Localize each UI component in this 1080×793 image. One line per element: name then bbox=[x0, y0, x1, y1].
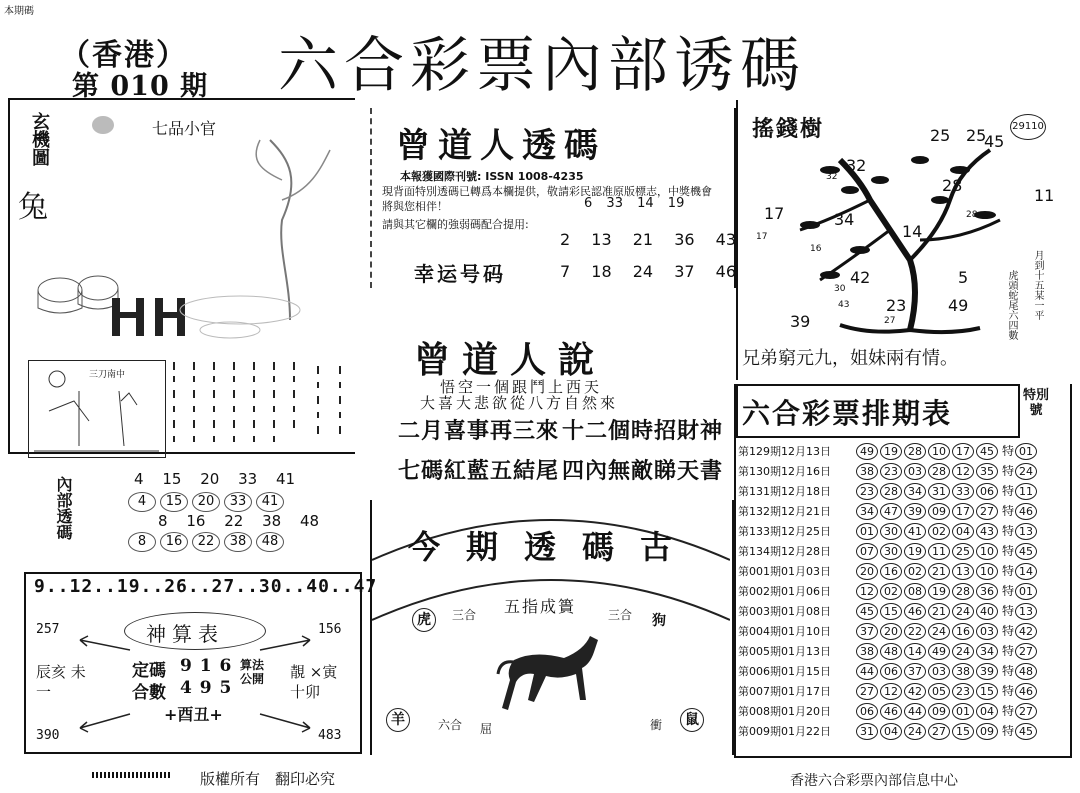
ball-number: 13 bbox=[952, 563, 974, 580]
schedule-row bbox=[738, 442, 1039, 461]
mid-top-nums-mid: 2 13 21 36 43 bbox=[560, 230, 736, 249]
special-number: 13 bbox=[1015, 603, 1037, 620]
neibu-label: 內部透碼 bbox=[54, 476, 73, 540]
say-line1: 悟空一個跟鬥上西天 bbox=[440, 378, 603, 396]
liuhe-label: 六合 bbox=[438, 718, 463, 732]
ball-number: 09 bbox=[928, 703, 950, 720]
schedule-row bbox=[738, 502, 1039, 521]
period-label: 第131期12月18日 bbox=[738, 485, 831, 498]
tree-num-1: 25 bbox=[930, 126, 951, 145]
ball-number: 23 bbox=[880, 463, 902, 480]
period-label: 第133期12月25日 bbox=[738, 525, 831, 538]
chong-label: 衝 bbox=[650, 718, 663, 732]
schedule-row bbox=[738, 582, 1039, 601]
ball-number: 46 bbox=[880, 703, 902, 720]
ball-number: 37 bbox=[904, 663, 926, 680]
horse-icon bbox=[494, 630, 614, 720]
tree-small-1: 32 bbox=[826, 172, 838, 182]
footer-right: 香港六合彩票內部信息中心 bbox=[790, 773, 958, 789]
ball-number: 42 bbox=[904, 683, 926, 700]
suanfa-label: 算法公開 bbox=[240, 658, 265, 686]
period-label: 第129期12月13日 bbox=[738, 445, 831, 458]
ball-number: 04 bbox=[880, 723, 902, 740]
left-hand-text: 辰亥 未一 bbox=[36, 663, 86, 701]
ball-number: 49 bbox=[928, 643, 950, 660]
header-title: 六合彩票內部诱碼 bbox=[278, 31, 806, 101]
period-label: 第001期01月03日 bbox=[738, 565, 831, 578]
ball-number: 35 bbox=[976, 463, 998, 480]
mini-picture bbox=[28, 360, 166, 458]
mid-top-title: 曾道人透碼 bbox=[396, 126, 606, 166]
period-label: 第007期01月17日 bbox=[738, 685, 831, 698]
say-poem-2: 十二個時招財神 bbox=[562, 418, 724, 444]
special-te-label: 特 bbox=[1002, 504, 1015, 518]
ball-number: 44 bbox=[904, 703, 926, 720]
ball-number: 38 bbox=[856, 463, 878, 480]
say-line2: 大喜大悲欲從八方自然來 bbox=[420, 394, 619, 412]
ball-number: 47 bbox=[880, 503, 902, 520]
ball-number: 45 bbox=[856, 603, 878, 620]
schedule-row bbox=[738, 482, 1039, 501]
corner-tag: 本期碼 bbox=[4, 6, 34, 17]
ball-number: 01 bbox=[952, 703, 974, 720]
ball-number: 24 bbox=[928, 623, 950, 640]
say-poem-4: 四內無敵睇天書 bbox=[562, 458, 724, 484]
ball-number: 11 bbox=[928, 543, 950, 560]
ball-number: 44 bbox=[856, 663, 878, 680]
ball-number: 17 bbox=[952, 503, 974, 520]
ball-number: 20 bbox=[856, 563, 878, 580]
neibu-row2-plain: 8 16 22 38 48 bbox=[158, 512, 320, 530]
special-number: 48 bbox=[1015, 663, 1037, 680]
special-te-label: 特 bbox=[1002, 604, 1015, 618]
special-te-label: 特 bbox=[1002, 444, 1015, 458]
qipin-label: 七品小官 bbox=[152, 119, 217, 138]
ball-number: 03 bbox=[904, 463, 926, 480]
special-te-label: 特 bbox=[1002, 644, 1015, 658]
lucky-label: 幸运号码 bbox=[414, 262, 506, 286]
schedule-title: 六合彩票排期表 bbox=[742, 397, 953, 430]
ball-number: 23 bbox=[856, 483, 878, 500]
ball-number: 10 bbox=[976, 563, 998, 580]
ball-number: 04 bbox=[952, 523, 974, 540]
tree-small-4: 16 bbox=[810, 244, 822, 254]
mid-top-text3: 請與其它欄的強弱碼配合提用: bbox=[382, 218, 529, 231]
special-te-label: 特 bbox=[1002, 464, 1015, 478]
special-number: 27 bbox=[1015, 703, 1037, 720]
tree-num-9: 14 bbox=[902, 222, 923, 241]
corner-tl: 257 bbox=[36, 622, 60, 637]
ball-number: 15 bbox=[976, 683, 998, 700]
ball-number: 16 bbox=[880, 563, 902, 580]
ball-number: 24 bbox=[952, 603, 974, 620]
ball-number: 24 bbox=[952, 643, 974, 660]
special-label: 特別號 bbox=[1022, 388, 1049, 418]
mid-top-nums-top: 6 33 14 19 bbox=[584, 196, 685, 211]
ball-number: 25 bbox=[952, 543, 974, 560]
ball-number: 34 bbox=[904, 483, 926, 500]
ball-number: 38 bbox=[952, 663, 974, 680]
corner-bl: 390 bbox=[36, 728, 60, 743]
special-te-label: 特 bbox=[1002, 724, 1015, 738]
tree-small-2: 17 bbox=[756, 232, 768, 242]
ball-number: 27 bbox=[976, 503, 998, 520]
dingma-label: 定碼 bbox=[132, 661, 166, 681]
tree-num-8: 34 bbox=[834, 210, 855, 229]
tree-num-13: 49 bbox=[948, 296, 969, 315]
schedule-row bbox=[738, 562, 1039, 581]
schedule-row bbox=[738, 662, 1039, 681]
label-center: 五指成簣 bbox=[504, 597, 577, 616]
dog-badge: 狗 bbox=[652, 613, 666, 629]
ball-number: 05 bbox=[928, 683, 950, 700]
special-te-label: 特 bbox=[1002, 544, 1015, 558]
ball-number: 28 bbox=[904, 443, 926, 460]
ball-number: 21 bbox=[928, 563, 950, 580]
ball-number: 49 bbox=[856, 443, 878, 460]
tree-num-4: 32 bbox=[846, 156, 867, 175]
heshu-value: 4 9 5 bbox=[180, 678, 233, 698]
neibu-row1-plain: 4 15 20 33 41 bbox=[134, 470, 296, 488]
ball-number: 06 bbox=[856, 703, 878, 720]
ball-number: 33 bbox=[952, 483, 974, 500]
special-number: 01 bbox=[1015, 583, 1037, 600]
schedule-row bbox=[738, 642, 1039, 661]
tree-small-5: 30 bbox=[834, 284, 846, 294]
ball-number: 39 bbox=[904, 503, 926, 520]
period-label: 第005期01月13日 bbox=[738, 645, 831, 658]
heshu-label: 合數 bbox=[132, 683, 166, 703]
ball-number: 34 bbox=[856, 503, 878, 520]
special-te-label: 特 bbox=[1002, 524, 1015, 538]
sanhe-right: 三合 bbox=[608, 608, 633, 622]
shensuan-numbers: 9..12..19..26..27..30..40..47 bbox=[34, 576, 378, 597]
tree-num-3: 45 bbox=[984, 132, 1005, 151]
schedule-row bbox=[738, 542, 1039, 561]
tree-badge: 29110 bbox=[1010, 114, 1046, 140]
sheep-badge: 羊 bbox=[386, 708, 410, 732]
period-label: 第004期01月10日 bbox=[738, 625, 831, 638]
say-title: 曾道人說 bbox=[414, 339, 607, 381]
ball-number: 28 bbox=[928, 463, 950, 480]
barcode-icon bbox=[92, 772, 172, 778]
ball-number: 19 bbox=[928, 583, 950, 600]
special-te-label: 特 bbox=[1002, 624, 1015, 638]
special-te-label: 特 bbox=[1002, 704, 1015, 718]
ball-number: 01 bbox=[856, 523, 878, 540]
tree-small-6: 43 bbox=[838, 300, 850, 310]
dingma-value: 9 1 6 bbox=[180, 656, 233, 676]
ball-number: 41 bbox=[904, 523, 926, 540]
shensuan-title: 神算表 bbox=[146, 622, 224, 646]
period-label: 第003期01月08日 bbox=[738, 605, 831, 618]
header-issue: 第 010 期 bbox=[72, 71, 209, 102]
corner-tr: 156 bbox=[318, 622, 342, 637]
period-label: 第002期01月06日 bbox=[738, 585, 831, 598]
tree-bottom-text: 兄弟窮元九，姐妹兩有情。 bbox=[742, 348, 958, 369]
ball-number: 23 bbox=[952, 683, 974, 700]
tree-small-3: 28 bbox=[966, 210, 978, 220]
special-te-label: 特 bbox=[1002, 664, 1015, 678]
ball-number: 14 bbox=[904, 643, 926, 660]
rat-badge: 鼠 bbox=[680, 708, 704, 732]
special-number: 46 bbox=[1015, 683, 1037, 700]
tree-small-7: 27 bbox=[884, 316, 896, 326]
special-number: 14 bbox=[1015, 563, 1037, 580]
footer-left: 版權所有 翻印必究 bbox=[200, 770, 336, 788]
tree-num-6: 11 bbox=[1034, 186, 1055, 205]
special-number: 13 bbox=[1015, 523, 1037, 540]
ball-number: 37 bbox=[856, 623, 878, 640]
ball-number: 22 bbox=[904, 623, 926, 640]
period-label: 第130期12月16日 bbox=[738, 465, 831, 478]
sanhe-left: 三合 bbox=[452, 608, 477, 622]
period-label: 第006期01月15日 bbox=[738, 665, 831, 678]
special-number: 45 bbox=[1015, 723, 1037, 740]
ball-number: 10 bbox=[928, 443, 950, 460]
ball-number: 27 bbox=[928, 723, 950, 740]
ball-number: 04 bbox=[976, 703, 998, 720]
ball-number: 12 bbox=[856, 583, 878, 600]
ball-number: 43 bbox=[976, 523, 998, 540]
ball-number: 21 bbox=[928, 603, 950, 620]
special-number: 42 bbox=[1015, 623, 1037, 640]
bottom-char: 屈 bbox=[480, 722, 493, 736]
mid-bottom-title: 今期透碼古 bbox=[408, 528, 699, 566]
mini-label: 三刀南中 bbox=[89, 370, 126, 380]
schedule-row bbox=[738, 522, 1039, 541]
ball-number: 07 bbox=[856, 543, 878, 560]
special-te-label: 特 bbox=[1002, 684, 1015, 698]
ball-number: 09 bbox=[976, 723, 998, 740]
schedule-row bbox=[738, 622, 1039, 641]
period-label: 第132期12月21日 bbox=[738, 505, 831, 518]
tree-num-11: 5 bbox=[958, 268, 969, 287]
ball-number: 15 bbox=[880, 603, 902, 620]
tree-side-text2: 虎頭蛇尾六四數 bbox=[1006, 270, 1017, 340]
ball-number: 02 bbox=[904, 563, 926, 580]
special-number: 24 bbox=[1015, 463, 1037, 480]
ball-number: 20 bbox=[880, 623, 902, 640]
mid-top-text1: 本報獲國際刊號: ISSN 1008-4235 bbox=[400, 170, 584, 183]
ball-number: 45 bbox=[976, 443, 998, 460]
xuanji-char: 兔 bbox=[18, 190, 48, 225]
xuanji-drawing bbox=[20, 120, 350, 350]
say-poem-3: 七碼紅藍五結尾 bbox=[398, 458, 560, 484]
special-number: 11 bbox=[1015, 483, 1037, 500]
tree-drawing bbox=[760, 130, 1010, 340]
say-poem-1: 二月喜事再三來 bbox=[398, 418, 560, 444]
period-label: 第134期12月28日 bbox=[738, 545, 831, 558]
tree-side-text: 月到十五某一平 bbox=[1032, 250, 1043, 320]
ball-number: 30 bbox=[880, 543, 902, 560]
ball-number: 12 bbox=[952, 463, 974, 480]
ball-number: 19 bbox=[904, 543, 926, 560]
tree-num-12: 23 bbox=[886, 296, 907, 315]
tiger-badge: 虎 bbox=[412, 608, 436, 632]
tree-num-5: 28 bbox=[942, 176, 963, 195]
corner-br: 483 bbox=[318, 728, 342, 743]
header-region: （香港） bbox=[60, 38, 188, 73]
period-label: 第009期01月22日 bbox=[738, 725, 831, 738]
ball-number: 03 bbox=[976, 623, 998, 640]
ball-number: 40 bbox=[976, 603, 998, 620]
mid-top-text2: 現背面特別透碼已轉爲本欄提供，敬請彩民認准原版標志，中獎機會將與您相伴！ bbox=[382, 185, 712, 213]
schedule-row bbox=[738, 682, 1039, 701]
ball-number: 15 bbox=[952, 723, 974, 740]
special-number: 01 bbox=[1015, 443, 1037, 460]
shensuan-bottom: +酉丑+ bbox=[164, 705, 223, 724]
tree-num-7: 17 bbox=[764, 204, 785, 223]
ball-number: 36 bbox=[976, 583, 998, 600]
special-number: 27 bbox=[1015, 643, 1037, 660]
ball-number: 16 bbox=[952, 623, 974, 640]
right-hand-text: 靚 ×寅 十卯 bbox=[290, 663, 338, 701]
lucky-nums: 7 18 24 37 46 bbox=[560, 262, 736, 281]
ball-number: 48 bbox=[880, 643, 902, 660]
ball-number: 06 bbox=[880, 663, 902, 680]
neibu-row1-circled: 4 15 20 33 41 bbox=[128, 490, 288, 512]
special-te-label: 特 bbox=[1002, 584, 1015, 598]
special-te-label: 特 bbox=[1002, 484, 1015, 498]
ball-number: 31 bbox=[928, 483, 950, 500]
special-te-label: 特 bbox=[1002, 564, 1015, 578]
schedule-row bbox=[738, 602, 1039, 621]
ball-number: 46 bbox=[904, 603, 926, 620]
ball-number: 06 bbox=[976, 483, 998, 500]
special-number: 46 bbox=[1015, 503, 1037, 520]
schedule-row bbox=[738, 702, 1039, 721]
ball-number: 34 bbox=[976, 643, 998, 660]
ball-number: 19 bbox=[880, 443, 902, 460]
ball-number: 02 bbox=[928, 523, 950, 540]
tree-title: 搖錢樹 bbox=[752, 116, 825, 142]
ball-number: 28 bbox=[952, 583, 974, 600]
period-label: 第008期01月20日 bbox=[738, 705, 831, 718]
ball-number: 39 bbox=[976, 663, 998, 680]
ball-number: 38 bbox=[856, 643, 878, 660]
vertical-marks-decor bbox=[168, 356, 354, 456]
ball-number: 28 bbox=[880, 483, 902, 500]
ball-number: 03 bbox=[928, 663, 950, 680]
xuanji-label: 玄機圖 bbox=[29, 112, 50, 166]
ball-number: 17 bbox=[952, 443, 974, 460]
tree-num-14: 39 bbox=[790, 312, 811, 331]
schedule-row bbox=[738, 462, 1039, 481]
ball-number: 12 bbox=[880, 683, 902, 700]
ball-number: 31 bbox=[856, 723, 878, 740]
ball-number: 10 bbox=[976, 543, 998, 560]
neibu-row2-circled: 8 16 22 38 48 bbox=[128, 530, 288, 552]
schedule-row bbox=[738, 722, 1039, 741]
ball-number: 30 bbox=[880, 523, 902, 540]
ball-number: 27 bbox=[856, 683, 878, 700]
tree-num-2: 25 bbox=[966, 126, 987, 145]
tree-num-10: 42 bbox=[850, 268, 871, 287]
ball-number: 24 bbox=[904, 723, 926, 740]
ball-number: 02 bbox=[880, 583, 902, 600]
ball-number: 09 bbox=[928, 503, 950, 520]
ball-number: 08 bbox=[904, 583, 926, 600]
special-number: 45 bbox=[1015, 543, 1037, 560]
